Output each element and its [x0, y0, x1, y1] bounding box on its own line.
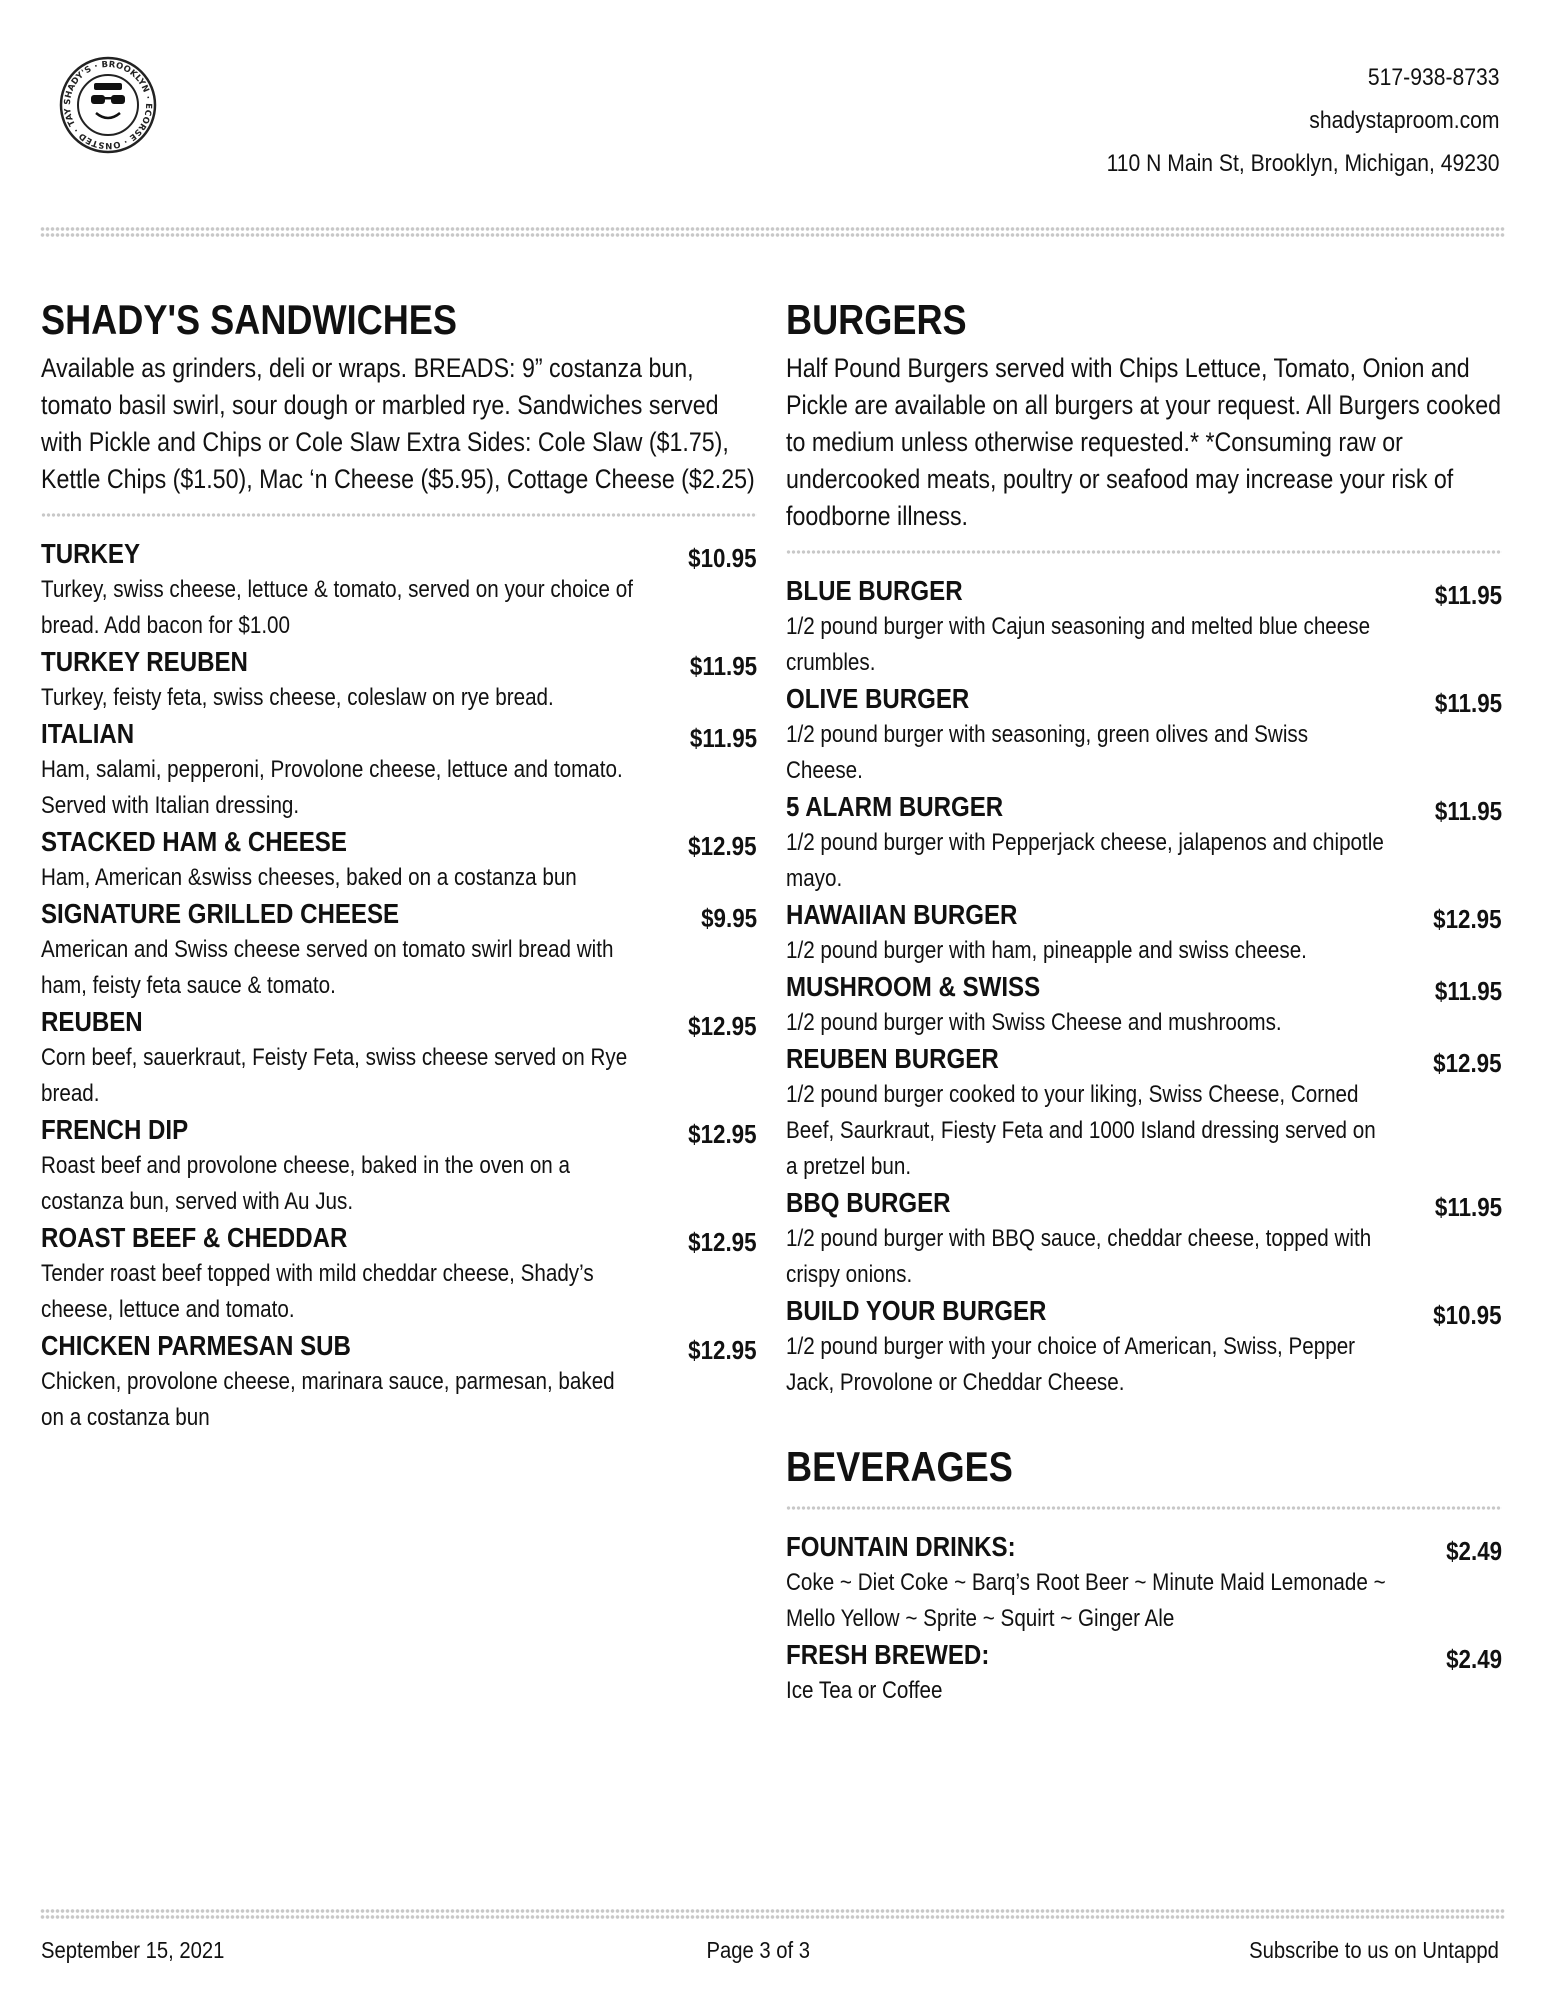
item-name: TURKEY REUBEN: [41, 646, 248, 677]
item-price: $10.95: [1433, 1300, 1502, 1330]
item-price: $12.95: [688, 1119, 757, 1149]
item-description: 1/2 pound burger with Pepperjack cheese, jalapenos and chipotle mayo.: [786, 829, 1384, 892]
item-name: REUBEN BURGER: [786, 1043, 999, 1074]
menu-item: [786, 1041, 1502, 1185]
item-name: MUSHROOM & SWISS: [786, 971, 1041, 1002]
menu-item: [41, 536, 757, 644]
item-price: $12.95: [688, 1227, 757, 1257]
item-description: 1/2 pound burger with ham, pineapple and swiss cheese.: [786, 937, 1307, 964]
item-description: Roast beef and provolone cheese, baked in the oven on a costanza bun, served with Au Jus.: [41, 1152, 571, 1215]
item-price: $11.95: [1434, 688, 1502, 718]
burger-list: [786, 573, 1502, 1401]
section-divider: [786, 1505, 1502, 1511]
item-description: 1/2 pound burger with Swiss Cheese and mushrooms.: [786, 1009, 1282, 1036]
item-price: $11.95: [1434, 796, 1502, 826]
menu-item: [786, 789, 1502, 897]
item-name: ROAST BEEF & CHEDDAR: [41, 1222, 348, 1253]
item-description: Corn beef, sauerkraut, Feisty Feta, swiss cheese served on Rye bread.: [41, 1044, 628, 1107]
item-name: STACKED HAM & CHEESE: [41, 826, 347, 857]
menu-item: [786, 969, 1502, 1041]
item-description: American and Swiss cheese served on tomato swirl bread with ham, feisty feta sauce & tomato.: [41, 936, 614, 999]
item-name: TURKEY: [41, 538, 141, 569]
website-link[interactable]: shadystaproom.com: [1308, 107, 1499, 134]
item-name: REUBEN: [41, 1006, 143, 1037]
section-title: BEVERAGES: [786, 1443, 1013, 1490]
item-name: 5 ALARM BURGER: [786, 791, 1004, 822]
item-description: Ice Tea or Coffee: [786, 1677, 943, 1704]
item-price: $2.49: [1446, 1644, 1502, 1674]
item-description: 1/2 pound burger cooked to your liking, Swiss Cheese, Corned Beef, Saurkraut, Fiesty Feta and 1000 Island dressing served on a pretzel bun.: [786, 1081, 1376, 1180]
menu-item: [41, 716, 757, 824]
menu-item: [41, 644, 757, 716]
item-name: FRENCH DIP: [41, 1114, 189, 1145]
item-price: $12.95: [688, 831, 757, 861]
item-price: $11.95: [1434, 1192, 1502, 1222]
burgers-section: [786, 296, 1502, 1709]
menu-item: [41, 824, 757, 896]
item-price: $11.95: [689, 651, 757, 681]
section-divider: [786, 549, 1502, 555]
menu-item: [786, 1529, 1502, 1637]
sandwiches-section: [41, 296, 757, 1436]
item-description: Tender roast beef topped with mild cheddar cheese, Shady’s cheese, lettuce and tomato.: [41, 1260, 594, 1323]
address: 110 N Main St, Brooklyn, Michigan, 49230: [1106, 150, 1499, 177]
footer-divider: [40, 1908, 1505, 1920]
menu-item: [41, 1112, 757, 1220]
sandwich-list: [41, 536, 757, 1436]
section-intro: Available as grinders, deli or wraps. BREADS: 9” costanza bun, tomato basil swirl, sour dough or marbled rye. Sandwiches served with Pickle and Chips or Cole Slaw Extra Sides: Cole Slaw ($1.75), Kettle Chips ($1.50), Mac ‘n Cheese ($5.95), Cottage Cheese ($2.25): [41, 353, 755, 494]
section-intro: Half Pound Burgers served with Chips Lettuce, Tomato, Onion and Pickle are available on all burgers at your request. All Burgers cooked to medium unless otherwise requested.* *Consuming raw or undercooked meats, poultry or seafood may increase your risk of foodborne illness.: [786, 353, 1502, 531]
item-name: FRESH BREWED:: [786, 1639, 990, 1670]
beverages-section: [786, 1443, 1502, 1709]
sunglasses-face-logo-icon: [58, 55, 158, 155]
menu-item: [41, 1220, 757, 1328]
menu-item: [41, 896, 757, 1004]
item-description: Coke ~ Diet Coke ~ Barq’s Root Beer ~ Minute Maid Lemonade ~ Mello Yellow ~ Sprite ~ Squirt ~ Ginger Ale: [786, 1569, 1386, 1632]
section-title: SHADY'S SANDWICHES: [41, 296, 457, 343]
item-name: SIGNATURE GRILLED CHEESE: [41, 898, 400, 929]
menu-item: [786, 1185, 1502, 1293]
logo-ring-text: SHADY'S · BROOKLYN · ECORSE · ONSTED · TAY: [62, 59, 154, 151]
item-name: FOUNTAIN DRINKS:: [786, 1531, 1016, 1562]
item-name: BUILD YOUR BURGER: [786, 1295, 1047, 1326]
item-name: OLIVE BURGER: [786, 683, 970, 714]
page-number: Page 3 of 3: [706, 1937, 811, 1963]
item-price: $11.95: [689, 723, 757, 753]
item-name: ITALIAN: [41, 718, 135, 749]
item-description: 1/2 pound burger with your choice of American, Swiss, Pepper Jack, Provolone or Cheddar Cheese.: [786, 1333, 1356, 1396]
item-price: $12.95: [1433, 904, 1502, 934]
item-name: BBQ BURGER: [786, 1187, 951, 1218]
item-name: BLUE BURGER: [786, 575, 963, 606]
menu-item: [786, 1293, 1502, 1401]
menu-item: [41, 1004, 757, 1112]
contact-info: [1053, 56, 1499, 185]
menu-item: [786, 681, 1502, 789]
page-footer: [41, 1937, 1499, 1973]
item-description: 1/2 pound burger with seasoning, green olives and Swiss Cheese.: [786, 721, 1309, 784]
item-price: $12.95: [688, 1335, 757, 1365]
item-name: CHICKEN PARMESAN SUB: [41, 1330, 351, 1361]
item-price: $12.95: [1433, 1048, 1502, 1078]
header-divider: [40, 226, 1505, 238]
phone-number: 517-938-8733: [1367, 64, 1499, 91]
item-description: Turkey, feisty feta, swiss cheese, coleslaw on rye bread.: [41, 684, 554, 711]
item-price: $12.95: [688, 1011, 757, 1041]
shadys-logo: [58, 55, 158, 155]
item-price: $11.95: [1434, 976, 1502, 1006]
item-price: $10.95: [688, 543, 757, 573]
item-description: Chicken, provolone cheese, marinara sauce, parmesan, baked on a costanza bun: [41, 1368, 615, 1431]
section-title: BURGERS: [786, 296, 967, 343]
untappd-subscribe-link[interactable]: Subscribe to us on Untappd: [1249, 1937, 1499, 1963]
section-divider: [41, 512, 757, 518]
menu-item: [41, 1328, 757, 1436]
item-price: $11.95: [1434, 580, 1502, 610]
menu-item: [786, 897, 1502, 969]
footer-date: September 15, 2021: [41, 1937, 225, 1963]
item-price: $9.95: [701, 903, 757, 933]
menu-item: [786, 1637, 1502, 1709]
item-name: HAWAIIAN BURGER: [786, 899, 1018, 930]
item-description: Ham, salami, pepperoni, Provolone cheese, lettuce and tomato. Served with Italian dressing.: [41, 756, 623, 819]
item-price: $2.49: [1446, 1536, 1502, 1566]
menu-item: [786, 573, 1502, 681]
item-description: 1/2 pound burger with BBQ sauce, cheddar cheese, topped with crispy onions.: [786, 1225, 1372, 1288]
item-description: 1/2 pound burger with Cajun seasoning and melted blue cheese crumbles.: [786, 613, 1371, 676]
item-description: Ham, American &swiss cheeses, baked on a costanza bun: [41, 864, 577, 891]
item-description: Turkey, swiss cheese, lettuce & tomato, served on your choice of bread. Add bacon for $1.00: [41, 576, 633, 639]
